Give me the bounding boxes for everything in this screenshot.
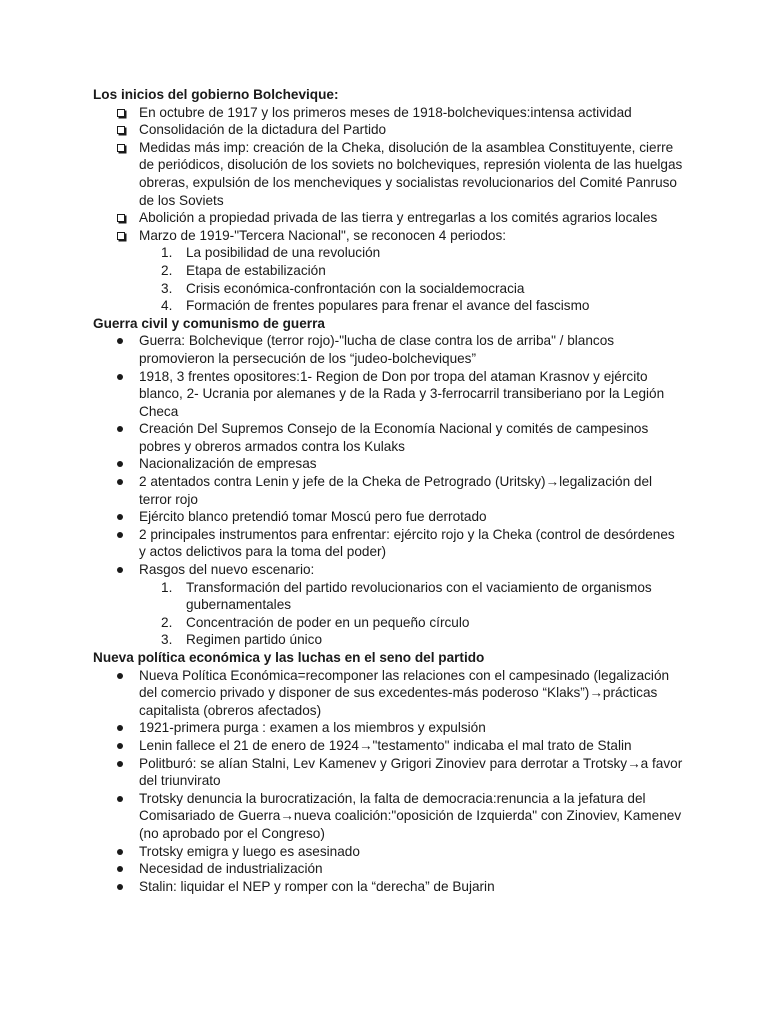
numbered-item: La posibilidad de una revolución	[186, 245, 381, 261]
document-body	[93, 86, 683, 895]
numbered-item: Transformación del partido revolucionarios con el vaciamiento de organismos gubernamentales	[186, 579, 652, 613]
list-item: Consolidación de la dictadura del Partido	[93, 121, 683, 139]
numbered-list	[139, 244, 683, 314]
bullet-list	[93, 667, 683, 896]
numbered-item: Crisis económica-confrontación con la socialdemocracia	[186, 280, 525, 296]
section-title: Los inicios del gobierno Bolchevique:	[93, 87, 339, 102]
list-item: Lenin fallece el 21 de enero de 1924→"testamento" indicaba el mal trato de Stalin	[93, 737, 683, 755]
list-item	[93, 561, 683, 649]
list-item: Creación Del Supremos Consejo de la Economía Nacional y comités de campesinos pobres y obreros armados contra los Kulaks	[93, 420, 683, 455]
list-item: Nacionalización de empresas	[93, 455, 683, 473]
numbered-item: Etapa de estabilización	[186, 262, 326, 278]
numbered-item: Formación de frentes populares para frenar el avance del fascismo	[186, 298, 590, 314]
list-item: Trotsky emigra y luego es asesinado	[93, 843, 683, 861]
numbered-item: Regimen partido único	[186, 632, 323, 648]
list-item: Trotsky denuncia la burocratización, la falta de democracia:renuncia a la jefatura del Comisariado de Guerra→nueva coalición:"oposición de Izquierda" con Zinoviev, Kamenev (no aprobado por el Congreso)	[93, 790, 683, 843]
list-item: 1921-primera purga : examen a los miembros y expulsión	[93, 719, 683, 737]
list-item: Necesidad de industrialización	[93, 860, 683, 878]
bullet-list	[93, 332, 683, 649]
list-item-text: Marzo de 1919-"Tercera Nacional", se reconocen 4 periodos:	[139, 227, 507, 243]
list-item: Ejército blanco pretendió tomar Moscú pero fue derrotado	[93, 508, 683, 526]
list-item: Guerra: Bolchevique (terror rojo)-"lucha de clase contra los de arriba" / blancos promovieron la persecución de los “judeo-bolcheviques”	[93, 332, 683, 367]
list-item: 2 principales instrumentos para enfrentar: ejército rojo y la Cheka (control de desórdenes y actos delictivos para la toma del poder)	[93, 526, 683, 561]
list-item: Stalin: liquidar el NEP y romper con la “derecha” de Bujarin	[93, 878, 683, 896]
list-item: Nueva Política Económica=recomponer las relaciones con el campesinado (legalización del comercio privado y disponer de sus excedentes-más poderoso “Klaks”)→prácticas capitalista (obreros afectados)	[93, 667, 683, 720]
numbered-item: Concentración de poder en un pequeño círculo	[186, 614, 470, 630]
checkbox-list	[93, 104, 683, 315]
list-item: Politburó: se alían Stalni, Lev Kamenev y Grigori Zinoviev para derrotar a Trotsky→a favor del triunvirato	[93, 755, 683, 790]
section-title: Nueva política económica y las luchas en el seno del partido	[93, 650, 485, 665]
list-item-text: Rasgos del nuevo escenario:	[139, 562, 315, 578]
list-item: Medidas más imp: creación de la Cheka, disolución de la asamblea Constituyente, cierre de periódicos, disolución de los soviets no bolcheviques, represión violenta de las huelgas obreras, expulsión de los mencheviques y socialistas revolucionarios del Comité Panruso de los Soviets	[93, 139, 683, 209]
list-item: 2 atentados contra Lenin y jefe de la Cheka de Petrogrado (Uritsky)→legalización del terror rojo	[93, 473, 683, 508]
list-item: 1918, 3 frentes opositores:1- Region de Don por tropa del ataman Krasnov y ejército blanco, 2- Ucrania por alemanes y de la Rada y 3-ferrocarril transiberiano por la Legión Checa	[93, 368, 683, 421]
list-item	[93, 227, 683, 315]
list-item: Abolición a propiedad privada de las tierra y entregarlas a los comités agrarios locales	[93, 209, 683, 227]
list-item: En octubre de 1917 y los primeros meses de 1918-bolcheviques:intensa actividad	[93, 104, 683, 122]
numbered-list	[139, 579, 683, 649]
section-title: Guerra civil y comunismo de guerra	[93, 315, 325, 331]
